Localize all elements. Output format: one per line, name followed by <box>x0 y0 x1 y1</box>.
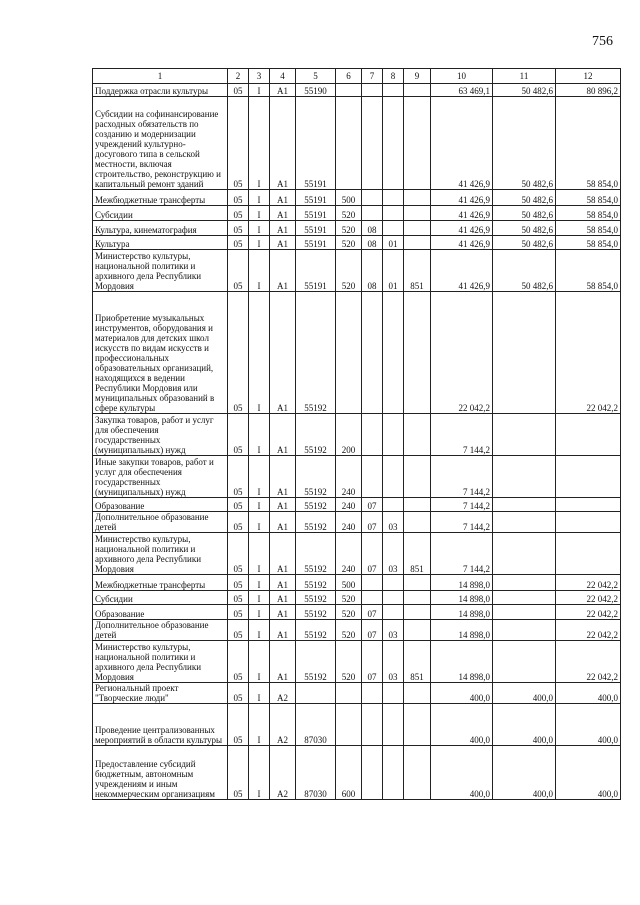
row-value-cell-12: 58 854,0 <box>556 206 621 221</box>
row-value-cell-8 <box>383 683 404 704</box>
row-value-cell-10: 7 144,2 <box>431 456 493 498</box>
row-value-cell-12 <box>556 533 621 575</box>
row-value-cell-4: A1 <box>270 414 296 456</box>
row-value-cell-6: 520 <box>336 206 362 221</box>
row-value-cell-9 <box>404 236 431 250</box>
row-value-cell-11: 400,0 <box>493 704 556 746</box>
row-value-cell-2: 05 <box>228 683 249 704</box>
row-value-cell-7 <box>362 575 383 591</box>
table-row <box>93 456 621 498</box>
row-value-cell-4: A1 <box>270 498 296 512</box>
row-value-cell-6: 520 <box>336 221 362 236</box>
table-row <box>93 746 621 800</box>
row-value-cell-8: 03 <box>383 641 404 683</box>
row-value-cell-8 <box>383 605 404 620</box>
budget-table <box>92 68 621 800</box>
row-value-cell-11: 50 482,6 <box>493 221 556 236</box>
row-value-cell-5: 55192 <box>296 292 336 414</box>
row-value-cell-11 <box>493 414 556 456</box>
table-body <box>93 84 621 800</box>
row-value-cell-9 <box>404 704 431 746</box>
row-value-cell-3: I <box>249 292 270 414</box>
row-value-cell-6: 240 <box>336 533 362 575</box>
row-value-cell-5: 87030 <box>296 746 336 800</box>
row-value-cell-11: 50 482,6 <box>493 84 556 97</box>
row-value-cell-11: 50 482,6 <box>493 236 556 250</box>
row-value-cell-3: I <box>249 456 270 498</box>
row-name-cell: Министерство культуры, национальной политики и архивного дела Республики Мордовия <box>93 250 228 292</box>
row-value-cell-10: 41 426,9 <box>431 97 493 190</box>
row-value-cell-12 <box>556 456 621 498</box>
table-row <box>93 620 621 641</box>
row-value-cell-3: I <box>249 236 270 250</box>
row-name-cell: Образование <box>93 605 228 620</box>
row-value-cell-5: 55192 <box>296 591 336 605</box>
row-value-cell-12: 400,0 <box>556 746 621 800</box>
row-value-cell-12: 400,0 <box>556 704 621 746</box>
row-value-cell-11: 50 482,6 <box>493 206 556 221</box>
row-value-cell-2: 05 <box>228 190 249 206</box>
row-value-cell-12 <box>556 498 621 512</box>
row-value-cell-3: I <box>249 84 270 97</box>
row-value-cell-10: 400,0 <box>431 704 493 746</box>
row-value-cell-6: 520 <box>336 641 362 683</box>
row-value-cell-10: 7 144,2 <box>431 533 493 575</box>
row-value-cell-3: I <box>249 221 270 236</box>
column-header-8: 8 <box>383 69 404 84</box>
table-row <box>93 292 621 414</box>
row-name-cell: Иные закупки товаров, работ и услуг для обеспечения государственных (муниципальных) нужд <box>93 456 228 498</box>
row-value-cell-11 <box>493 456 556 498</box>
table-row <box>93 512 621 533</box>
row-value-cell-3: I <box>249 575 270 591</box>
row-value-cell-2: 05 <box>228 641 249 683</box>
row-value-cell-2: 05 <box>228 250 249 292</box>
table-row <box>93 498 621 512</box>
row-value-cell-8: 03 <box>383 512 404 533</box>
row-value-cell-4: A1 <box>270 512 296 533</box>
row-value-cell-8 <box>383 575 404 591</box>
row-value-cell-7 <box>362 190 383 206</box>
row-value-cell-5: 55192 <box>296 641 336 683</box>
row-value-cell-4: A1 <box>270 292 296 414</box>
row-value-cell-10: 41 426,9 <box>431 221 493 236</box>
row-value-cell-2: 05 <box>228 605 249 620</box>
row-value-cell-8 <box>383 591 404 605</box>
page-number: 756 <box>592 34 613 49</box>
row-value-cell-11 <box>493 292 556 414</box>
row-value-cell-12: 58 854,0 <box>556 236 621 250</box>
row-value-cell-3: I <box>249 746 270 800</box>
row-name-cell: Субсидии на софинансирование расходных обязательств по созданию и модернизации учреждений культурно-досугового типа в сельской местности, включая строительство, реконструкцию и капитальный ремонт зданий <box>93 97 228 190</box>
row-value-cell-4: A1 <box>270 620 296 641</box>
column-header-7: 7 <box>362 69 383 84</box>
row-value-cell-11 <box>493 620 556 641</box>
column-header-9: 9 <box>404 69 431 84</box>
row-value-cell-9 <box>404 746 431 800</box>
row-value-cell-2: 05 <box>228 292 249 414</box>
row-value-cell-6: 500 <box>336 190 362 206</box>
row-value-cell-3: I <box>249 620 270 641</box>
row-value-cell-6: 240 <box>336 456 362 498</box>
row-value-cell-6: 520 <box>336 236 362 250</box>
row-value-cell-7: 08 <box>362 221 383 236</box>
row-value-cell-11 <box>493 512 556 533</box>
row-name-cell: Предоставление субсидий бюджетным, автономным учреждениям и иным некоммерческим организациям <box>93 746 228 800</box>
row-value-cell-9 <box>404 84 431 97</box>
row-value-cell-12: 22 042,2 <box>556 591 621 605</box>
row-value-cell-2: 05 <box>228 512 249 533</box>
row-value-cell-6: 520 <box>336 605 362 620</box>
row-value-cell-6 <box>336 292 362 414</box>
row-value-cell-5: 55192 <box>296 620 336 641</box>
row-value-cell-6: 520 <box>336 591 362 605</box>
row-name-cell: Межбюджетные трансферты <box>93 575 228 591</box>
row-value-cell-4: A2 <box>270 746 296 800</box>
column-header-5: 5 <box>296 69 336 84</box>
row-value-cell-7 <box>362 456 383 498</box>
column-header-6: 6 <box>336 69 362 84</box>
row-value-cell-9 <box>404 683 431 704</box>
column-header-11: 11 <box>493 69 556 84</box>
row-value-cell-2: 05 <box>228 97 249 190</box>
row-value-cell-3: I <box>249 512 270 533</box>
row-value-cell-2: 05 <box>228 236 249 250</box>
row-value-cell-2: 05 <box>228 221 249 236</box>
row-value-cell-11 <box>493 533 556 575</box>
row-value-cell-10: 14 898,0 <box>431 641 493 683</box>
row-value-cell-11: 50 482,6 <box>493 250 556 292</box>
table-row <box>93 206 621 221</box>
row-value-cell-12: 22 042,2 <box>556 620 621 641</box>
row-name-cell: Дополнительное образование детей <box>93 512 228 533</box>
column-header-4: 4 <box>270 69 296 84</box>
row-value-cell-3: I <box>249 591 270 605</box>
row-value-cell-11: 400,0 <box>493 746 556 800</box>
table-row <box>93 221 621 236</box>
table-row <box>93 236 621 250</box>
table-row <box>93 641 621 683</box>
row-value-cell-7 <box>362 97 383 190</box>
row-value-cell-12: 58 854,0 <box>556 221 621 236</box>
row-value-cell-4: A1 <box>270 221 296 236</box>
row-value-cell-11: 50 482,6 <box>493 97 556 190</box>
row-value-cell-2: 05 <box>228 498 249 512</box>
row-value-cell-9 <box>404 221 431 236</box>
row-value-cell-10: 41 426,9 <box>431 190 493 206</box>
row-value-cell-12: 80 896,2 <box>556 84 621 97</box>
row-value-cell-12: 58 854,0 <box>556 250 621 292</box>
row-value-cell-2: 05 <box>228 456 249 498</box>
row-value-cell-5: 55191 <box>296 206 336 221</box>
table-row <box>93 97 621 190</box>
row-value-cell-8 <box>383 746 404 800</box>
row-name-cell: Проведение централизованных мероприятий в области культуры <box>93 704 228 746</box>
row-value-cell-5: 55191 <box>296 97 336 190</box>
row-value-cell-12 <box>556 414 621 456</box>
row-value-cell-10: 7 144,2 <box>431 498 493 512</box>
row-value-cell-2: 05 <box>228 575 249 591</box>
row-value-cell-11 <box>493 605 556 620</box>
row-value-cell-5: 55191 <box>296 190 336 206</box>
row-value-cell-10: 400,0 <box>431 683 493 704</box>
column-header-3: 3 <box>249 69 270 84</box>
row-value-cell-10: 7 144,2 <box>431 414 493 456</box>
row-value-cell-8 <box>383 498 404 512</box>
row-value-cell-7: 08 <box>362 250 383 292</box>
row-value-cell-12: 22 042,2 <box>556 292 621 414</box>
row-value-cell-4: A1 <box>270 84 296 97</box>
row-value-cell-3: I <box>249 250 270 292</box>
row-value-cell-5: 55192 <box>296 512 336 533</box>
row-value-cell-7: 07 <box>362 620 383 641</box>
row-value-cell-5: 55191 <box>296 250 336 292</box>
row-value-cell-2: 05 <box>228 533 249 575</box>
row-name-cell: Образование <box>93 498 228 512</box>
row-value-cell-4: A2 <box>270 683 296 704</box>
row-value-cell-9 <box>404 605 431 620</box>
row-value-cell-4: A1 <box>270 575 296 591</box>
table-row <box>93 250 621 292</box>
table-row <box>93 533 621 575</box>
row-value-cell-3: I <box>249 498 270 512</box>
row-value-cell-8: 03 <box>383 620 404 641</box>
row-value-cell-12: 58 854,0 <box>556 190 621 206</box>
row-value-cell-7 <box>362 591 383 605</box>
header-row <box>93 69 621 84</box>
row-value-cell-5 <box>296 683 336 704</box>
row-value-cell-7: 07 <box>362 498 383 512</box>
row-value-cell-10: 14 898,0 <box>431 620 493 641</box>
row-value-cell-12: 22 042,2 <box>556 605 621 620</box>
row-value-cell-8: 01 <box>383 236 404 250</box>
row-value-cell-10: 400,0 <box>431 746 493 800</box>
row-value-cell-4: A1 <box>270 190 296 206</box>
row-value-cell-7: 08 <box>362 236 383 250</box>
table-row <box>93 190 621 206</box>
row-value-cell-8: 01 <box>383 250 404 292</box>
row-value-cell-10: 14 898,0 <box>431 575 493 591</box>
row-value-cell-9 <box>404 206 431 221</box>
row-name-cell: Субсидии <box>93 591 228 605</box>
row-value-cell-9: 851 <box>404 533 431 575</box>
row-value-cell-4: A1 <box>270 605 296 620</box>
row-name-cell: Министерство культуры, национальной политики и архивного дела Республики Мордовия <box>93 533 228 575</box>
row-value-cell-3: I <box>249 206 270 221</box>
row-value-cell-5: 55192 <box>296 414 336 456</box>
column-header-2: 2 <box>228 69 249 84</box>
table-row <box>93 84 621 97</box>
row-value-cell-8 <box>383 292 404 414</box>
row-value-cell-8 <box>383 456 404 498</box>
row-value-cell-11 <box>493 591 556 605</box>
row-value-cell-11 <box>493 641 556 683</box>
row-value-cell-2: 05 <box>228 746 249 800</box>
row-value-cell-3: I <box>249 414 270 456</box>
row-value-cell-4: A1 <box>270 206 296 221</box>
row-value-cell-9 <box>404 456 431 498</box>
row-value-cell-12: 400,0 <box>556 683 621 704</box>
row-value-cell-4: A1 <box>270 97 296 190</box>
row-value-cell-5: 55191 <box>296 236 336 250</box>
row-value-cell-7: 07 <box>362 533 383 575</box>
row-value-cell-12: 22 042,2 <box>556 575 621 591</box>
row-value-cell-5: 87030 <box>296 704 336 746</box>
row-value-cell-5: 55192 <box>296 533 336 575</box>
row-value-cell-7 <box>362 206 383 221</box>
row-value-cell-12: 58 854,0 <box>556 97 621 190</box>
row-value-cell-5: 55192 <box>296 498 336 512</box>
row-value-cell-8 <box>383 704 404 746</box>
row-value-cell-8 <box>383 190 404 206</box>
row-value-cell-8 <box>383 84 404 97</box>
row-value-cell-3: I <box>249 97 270 190</box>
row-value-cell-11: 400,0 <box>493 683 556 704</box>
row-value-cell-9 <box>404 575 431 591</box>
row-value-cell-2: 05 <box>228 620 249 641</box>
row-value-cell-6 <box>336 84 362 97</box>
table-row <box>93 575 621 591</box>
row-value-cell-8 <box>383 206 404 221</box>
row-value-cell-2: 05 <box>228 206 249 221</box>
row-value-cell-12: 22 042,2 <box>556 641 621 683</box>
row-value-cell-7 <box>362 746 383 800</box>
table-row <box>93 591 621 605</box>
row-name-cell: Региональный проект "Творческие люди" <box>93 683 228 704</box>
row-value-cell-9 <box>404 498 431 512</box>
row-value-cell-8 <box>383 97 404 190</box>
row-value-cell-11 <box>493 575 556 591</box>
row-value-cell-8 <box>383 221 404 236</box>
row-name-cell: Закупка товаров, работ и услуг для обеспечения государственных (муниципальных) нужд <box>93 414 228 456</box>
row-value-cell-12 <box>556 512 621 533</box>
row-value-cell-7 <box>362 292 383 414</box>
row-value-cell-9 <box>404 97 431 190</box>
row-value-cell-5: 55192 <box>296 605 336 620</box>
row-value-cell-10: 41 426,9 <box>431 236 493 250</box>
row-name-cell: Министерство культуры, национальной политики и архивного дела Республики Мордовия <box>93 641 228 683</box>
column-header-12: 12 <box>556 69 621 84</box>
row-value-cell-2: 05 <box>228 84 249 97</box>
row-value-cell-2: 05 <box>228 414 249 456</box>
row-value-cell-10: 63 469,1 <box>431 84 493 97</box>
row-value-cell-9 <box>404 292 431 414</box>
row-value-cell-9: 851 <box>404 641 431 683</box>
row-name-cell: Приобретение музыкальных инструментов, оборудования и материалов для детских школ искусств по видам искусств и профессиональных образовательных организаций, находящихся в ведении Республики Мордовия или муниципальных образований в сфере культуры <box>93 292 228 414</box>
row-value-cell-6: 520 <box>336 620 362 641</box>
row-value-cell-9 <box>404 190 431 206</box>
row-value-cell-9 <box>404 414 431 456</box>
row-value-cell-5: 55192 <box>296 575 336 591</box>
row-value-cell-6: 200 <box>336 414 362 456</box>
row-value-cell-3: I <box>249 683 270 704</box>
row-value-cell-8 <box>383 414 404 456</box>
row-name-cell: Субсидии <box>93 206 228 221</box>
row-value-cell-7: 07 <box>362 641 383 683</box>
row-value-cell-5: 55190 <box>296 84 336 97</box>
column-header-10: 10 <box>431 69 493 84</box>
row-value-cell-9: 851 <box>404 250 431 292</box>
table-row <box>93 414 621 456</box>
row-value-cell-7: 07 <box>362 512 383 533</box>
row-name-cell: Культура, кинематография <box>93 221 228 236</box>
row-value-cell-4: A1 <box>270 591 296 605</box>
row-value-cell-6: 500 <box>336 575 362 591</box>
row-value-cell-6: 600 <box>336 746 362 800</box>
table-row <box>93 683 621 704</box>
row-value-cell-6: 240 <box>336 498 362 512</box>
row-value-cell-10: 41 426,9 <box>431 206 493 221</box>
row-value-cell-10: 7 144,2 <box>431 512 493 533</box>
row-value-cell-4: A1 <box>270 236 296 250</box>
row-value-cell-6: 240 <box>336 512 362 533</box>
row-value-cell-8: 03 <box>383 533 404 575</box>
row-name-cell: Дополнительное образование детей <box>93 620 228 641</box>
row-value-cell-3: I <box>249 190 270 206</box>
table-header <box>93 69 621 84</box>
row-name-cell: Культура <box>93 236 228 250</box>
row-value-cell-6: 520 <box>336 250 362 292</box>
row-value-cell-9 <box>404 620 431 641</box>
row-value-cell-7 <box>362 704 383 746</box>
row-value-cell-11: 50 482,6 <box>493 190 556 206</box>
row-name-cell: Поддержка отрасли культуры <box>93 84 228 97</box>
row-value-cell-7: 07 <box>362 605 383 620</box>
row-value-cell-10: 22 042,2 <box>431 292 493 414</box>
row-value-cell-9 <box>404 591 431 605</box>
row-value-cell-7 <box>362 414 383 456</box>
row-value-cell-4: A1 <box>270 250 296 292</box>
row-value-cell-10: 41 426,9 <box>431 250 493 292</box>
row-value-cell-5: 55191 <box>296 221 336 236</box>
table-row <box>93 605 621 620</box>
row-value-cell-9 <box>404 512 431 533</box>
row-value-cell-3: I <box>249 533 270 575</box>
row-value-cell-4: A2 <box>270 704 296 746</box>
row-value-cell-3: I <box>249 605 270 620</box>
row-value-cell-10: 14 898,0 <box>431 605 493 620</box>
row-value-cell-6 <box>336 704 362 746</box>
row-value-cell-10: 14 898,0 <box>431 591 493 605</box>
row-value-cell-7 <box>362 84 383 97</box>
row-value-cell-2: 05 <box>228 704 249 746</box>
row-value-cell-3: I <box>249 641 270 683</box>
row-value-cell-11 <box>493 498 556 512</box>
row-value-cell-6 <box>336 97 362 190</box>
row-value-cell-5: 55192 <box>296 456 336 498</box>
row-value-cell-6 <box>336 683 362 704</box>
row-value-cell-3: I <box>249 704 270 746</box>
table-row <box>93 704 621 746</box>
row-value-cell-7 <box>362 683 383 704</box>
row-value-cell-4: A1 <box>270 533 296 575</box>
row-value-cell-4: A1 <box>270 641 296 683</box>
row-value-cell-4: A1 <box>270 456 296 498</box>
row-name-cell: Межбюджетные трансферты <box>93 190 228 206</box>
row-value-cell-2: 05 <box>228 591 249 605</box>
column-header-1: 1 <box>93 69 228 84</box>
